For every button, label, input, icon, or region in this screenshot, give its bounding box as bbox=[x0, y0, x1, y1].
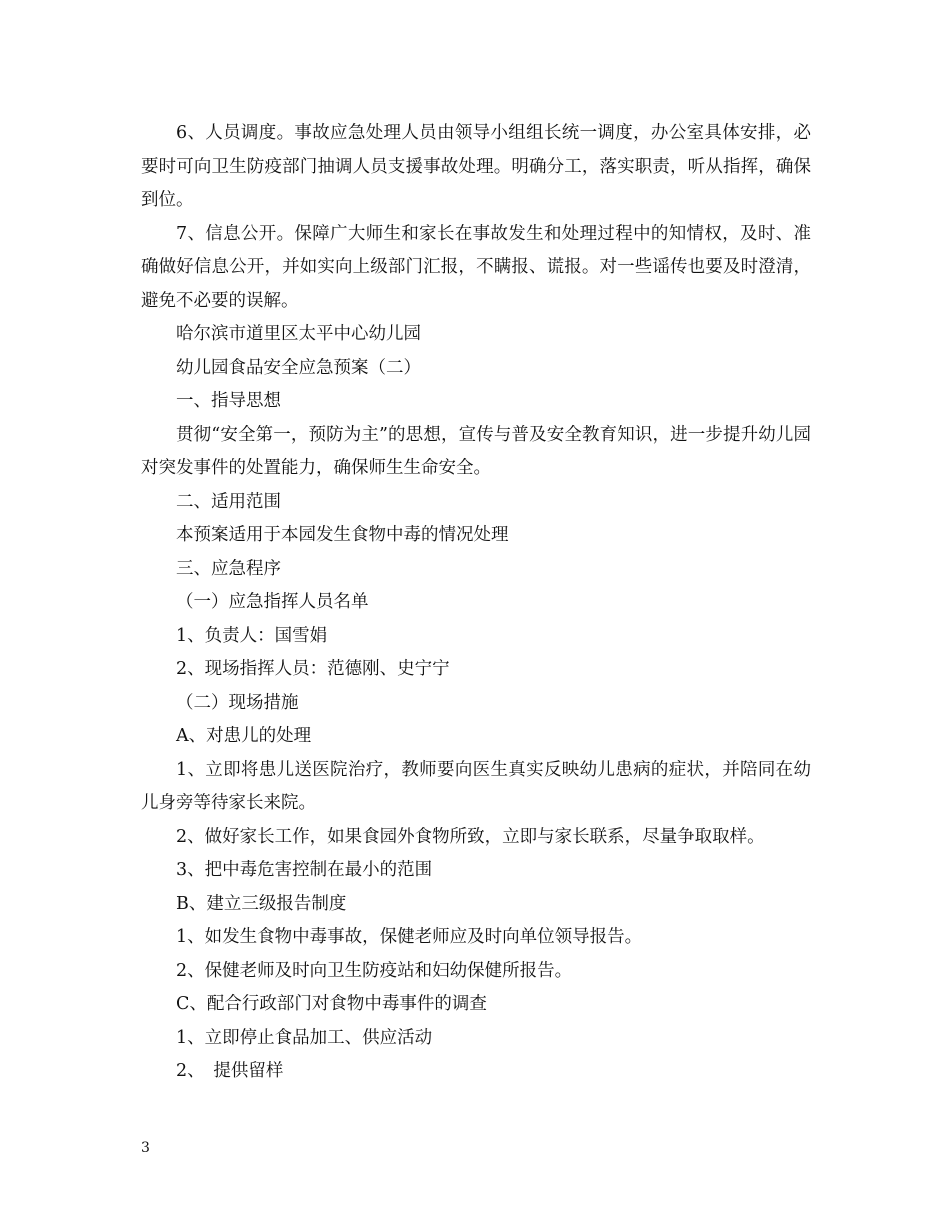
document-body bbox=[141, 117, 811, 1089]
list-item: 1、立即停止食品加工、供应活动 bbox=[176, 1027, 433, 1048]
subheading-reporting-system: B、建立三级报告制度 bbox=[176, 893, 347, 914]
page-number: 3 bbox=[141, 1140, 150, 1156]
paragraph-scope: 本预案适用于本园发生食物中毒的情况处理 bbox=[176, 525, 509, 545]
paragraph-personnel-dispatch: 6、人员调度。事故应急处理人员由领导小组组长统一调度，办公室具体安排，必要时可向卫生防疫部门抽调人员支援事故处理。明确分工，落实职责，听从指挥，确保到位。 bbox=[141, 123, 811, 210]
list-item: 2、做好家长工作，如果食园外食物所致，立即与家长联系，尽量争取取样。 bbox=[176, 826, 765, 847]
paragraph-information-disclosure: 7、信息公开。保障广大师生和家长在事故发生和处理过程中的知情权，及时、准确做好信息公开，并如实向上级部门汇报，不瞒报、谎报。对一些谣传也要及时澄清，避免不必要的误解。 bbox=[141, 223, 811, 311]
paragraph-guiding-ideology: 贯彻“安全第一，预防为主”的思想，宣传与普及安全教育知识，进一步提升幼儿园对突发事件的处置能力，确保师生生命安全。 bbox=[141, 424, 811, 478]
heading-emergency-procedure: 三、应急程序 bbox=[176, 558, 281, 579]
list-item: 3、把中毒危害控制在最小的范围 bbox=[176, 860, 433, 880]
subheading-onsite-measures: （二）现场措施 bbox=[176, 692, 299, 713]
list-item: 2、保健老师及时向卫生防疫站和妇幼保健所报告。 bbox=[176, 960, 573, 981]
section-title: 幼儿园食品安全应急预案（二） bbox=[176, 357, 421, 378]
list-item: 1、如发生食物中毒事故，保健老师应及时向单位领导报告。 bbox=[176, 927, 643, 947]
kindergarten-name: 哈尔滨市道里区太平中心幼儿园 bbox=[176, 324, 421, 344]
subheading-patient-handling: A、对患儿的处理 bbox=[176, 726, 312, 746]
heading-guiding-ideology: 一、指导思想 bbox=[176, 391, 281, 411]
list-item: 2、 提供留样 bbox=[176, 1061, 284, 1081]
list-item: 1、立即将患儿送医院治疗，教师要向医生真实反映幼儿患病的症状，并陪同在幼儿身旁等待家长来院。 bbox=[141, 759, 811, 813]
list-item: 2、现场指挥人员：范德刚、史宁宁 bbox=[176, 659, 450, 679]
subheading-command-staff: （一）应急指挥人员名单 bbox=[176, 592, 369, 612]
list-item: 1、负责人：国雪娟 bbox=[176, 625, 328, 646]
subheading-investigation: C、配合行政部门对食物中毒事件的调查 bbox=[176, 994, 487, 1014]
heading-scope: 二、适用范围 bbox=[176, 491, 281, 512]
